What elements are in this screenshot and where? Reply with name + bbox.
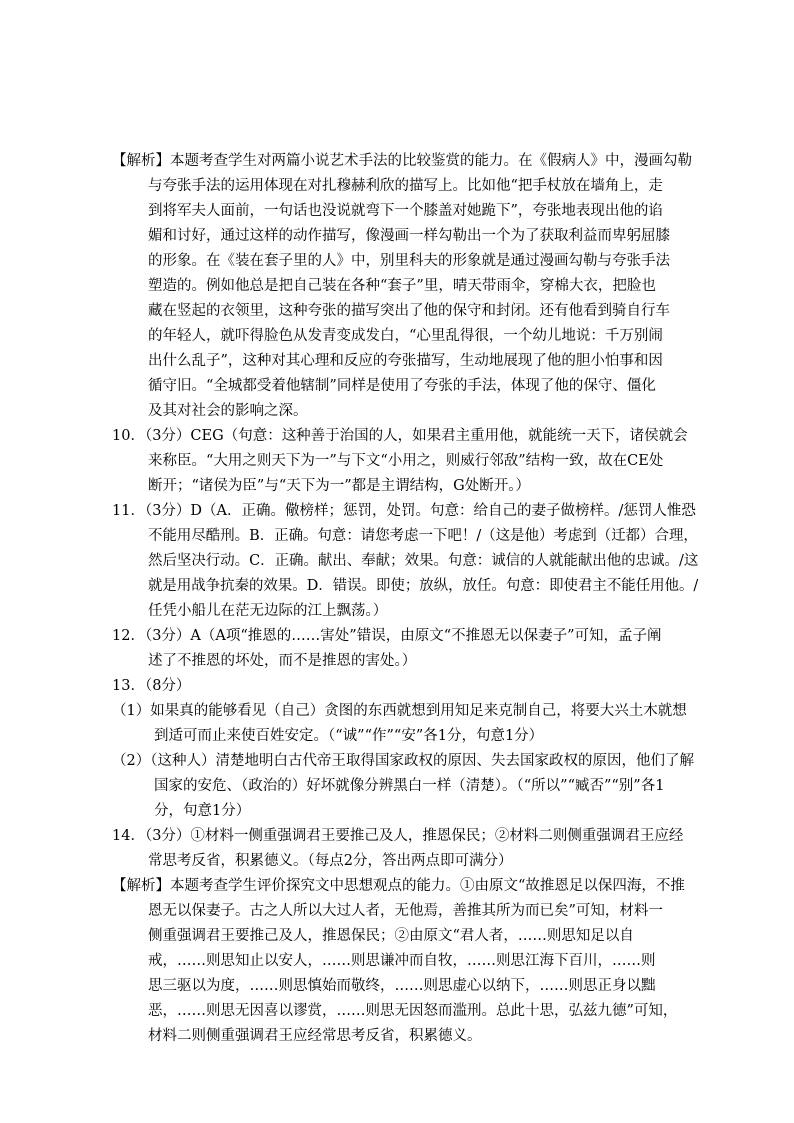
analysis-1-line-9: 出什么乱子”，这种对其心理和反应的夸张描写，生动地展现了他的胆小怕事和因 xyxy=(148,353,663,369)
analysis-1-line-11: 及其对社会的影响之深。 xyxy=(148,403,308,419)
question-12-line-2: 述了不推恩的坏处，而不是推恩的害处。） xyxy=(148,653,417,669)
analysis-1-line-2: 与夸张手法的运用体现在对扎穆赫利欣的描写上。比如他“把手杖放在墙角上，走 xyxy=(148,178,663,194)
question-11-line-4: 就是用战争抗秦的效果。D．错误。即使；放纵，放任。句意：即使君主不能任用他。/ xyxy=(148,578,699,594)
question-11-line-2: 不能用尽酷刑。B．正确。句意：请您考虑一下吧！/（这是他）考虑到（迁都）合理， xyxy=(148,528,698,544)
question-13-heading: 13．（8分） xyxy=(112,678,191,694)
question-13-part-2-line-3: 分，句意1分） xyxy=(154,803,251,819)
question-11-line-1: 11．（3分）D（A．正确。儆榜样；惩罚，处罚。句意：给自己的妻子做榜样。/惩罚人惟恐 xyxy=(112,503,696,519)
question-11-line-5: 任凭小船儿在茫无边际的江上飘荡。） xyxy=(148,603,388,619)
analysis-1-line-1: 【解析】本题考查学生对两篇小说艺术手法的比较鉴赏的能力。在《假病人》中，漫画勾勒 xyxy=(112,153,692,169)
analysis-1-line-3: 到将军夫人面前，一句话也没说就弯下一个膝盖对她跪下”，夸张地表现出他的谄 xyxy=(148,203,663,219)
analysis-2-line-1: 【解析】本题考查学生评价探究文中思想观点的能力。①由原文“故推恩足以保四海，不推 xyxy=(112,878,685,894)
analysis-2-line-3: 侧重强调君王要推己及人，推恩保民；②由原文“君人者，……则思知足以自 xyxy=(148,928,634,944)
question-13-part-2-line-1: （2）（这种人）清楚地明白古代帝王取得国家政权的原因、失去国家政权的原因，他们了解 xyxy=(112,753,694,769)
analysis-1-line-4: 媚和讨好，通过这样的动作描写，像漫画一样勾勒出一个为了获取利益而卑躬屈膝 xyxy=(148,228,670,244)
analysis-1-line-10: 循守旧。“全城都受着他辖制”同样是使用了夸张的手法，体现了他的保守、僵化 xyxy=(148,378,656,394)
analysis-1-line-7: 藏在竖起的衣领里，这种夸张的描写突出了他的保守和封闭。还有他看到骑自行车 xyxy=(148,303,670,319)
question-12-line-1: 12．（3分）A（A项“推恩的……害处”错误，由原文“不推恩无以保妻子”可知，孟子阐 xyxy=(112,628,662,644)
question-13-part-1-line-1: （1）如果真的能够看见（自己）贪图的东西就想到用知足来克制自己，将要大兴土木就想 xyxy=(112,703,687,719)
question-13-part-2-line-2: 国家的安危、（政治的）好坏就像分辨黑白一样（清楚）。（“所以”“臧否”“别”各1 xyxy=(154,778,665,794)
analysis-1-line-8: 的年轻人，就吓得脸色从发青变成发白，“心里乱得很，一个幼儿地说：千万别闹 xyxy=(148,328,663,344)
question-11-line-3: 然后坚决行动。C．正确。献出、奉献；效果。句意：诚信的人就能献出他的忠诚。/这 xyxy=(148,553,699,569)
analysis-2-line-7: 材料二则侧重强调君王应经常思考反省，积累德义。 xyxy=(148,1028,482,1044)
question-13-part-1-line-2: 到适可而止来使百姓安定。（“诚”“作”“安”各1分，句意1分） xyxy=(154,728,544,744)
analysis-1-line-5: 的形象。在《装在套子里的人》中，别里科夫的形象就是通过漫画勾勒与夸张手法 xyxy=(148,253,670,269)
question-10-line-2: 来称臣。“大用之则天下为一”与下文“小用之，则威行邻敌”结构一致，故在CE处 xyxy=(148,453,664,469)
question-14-line-2: 常思考反省，积累德义。（每点2分，答出两点即可满分） xyxy=(148,853,513,869)
analysis-2-line-2: 恩无以保妻子。古之人所以大过人者，无他焉，善推其所为而已矣”可知，材料一 xyxy=(148,903,663,919)
analysis-2-line-4: 戒，……则思知止以安人，……则思谦冲而自牧，……则思江海下百川，……则 xyxy=(148,953,656,969)
analysis-1-line-6: 塑造的。例如他总是把自己装在各种“套子”里，晴天带雨伞，穿棉大衣，把脸也 xyxy=(148,278,656,294)
analysis-2-line-5: 思三驱以为度，……则思慎始而敬终，……则思虚心以纳下，……则思正身以黜 xyxy=(148,978,656,994)
question-10-line-1: 10．（3分）CEG（句意：这种善于治国的人，如果君主重用他，就能统一天下，诸侯就会 xyxy=(112,428,688,444)
question-14-line-1: 14．（3分）①材料一侧重强调君王要推己及人，推恩保民；②材料二则侧重强调君王应经 xyxy=(112,828,684,844)
question-10-line-3: 断开；“诸侯为臣”与“天下为一”都是主谓结构，G处断开。） xyxy=(148,478,530,494)
analysis-2-line-6: 恶，……则思无因喜以谬赏，……则思无因怒而滥刑。总此十思，弘兹九德”可知， xyxy=(148,1003,678,1019)
